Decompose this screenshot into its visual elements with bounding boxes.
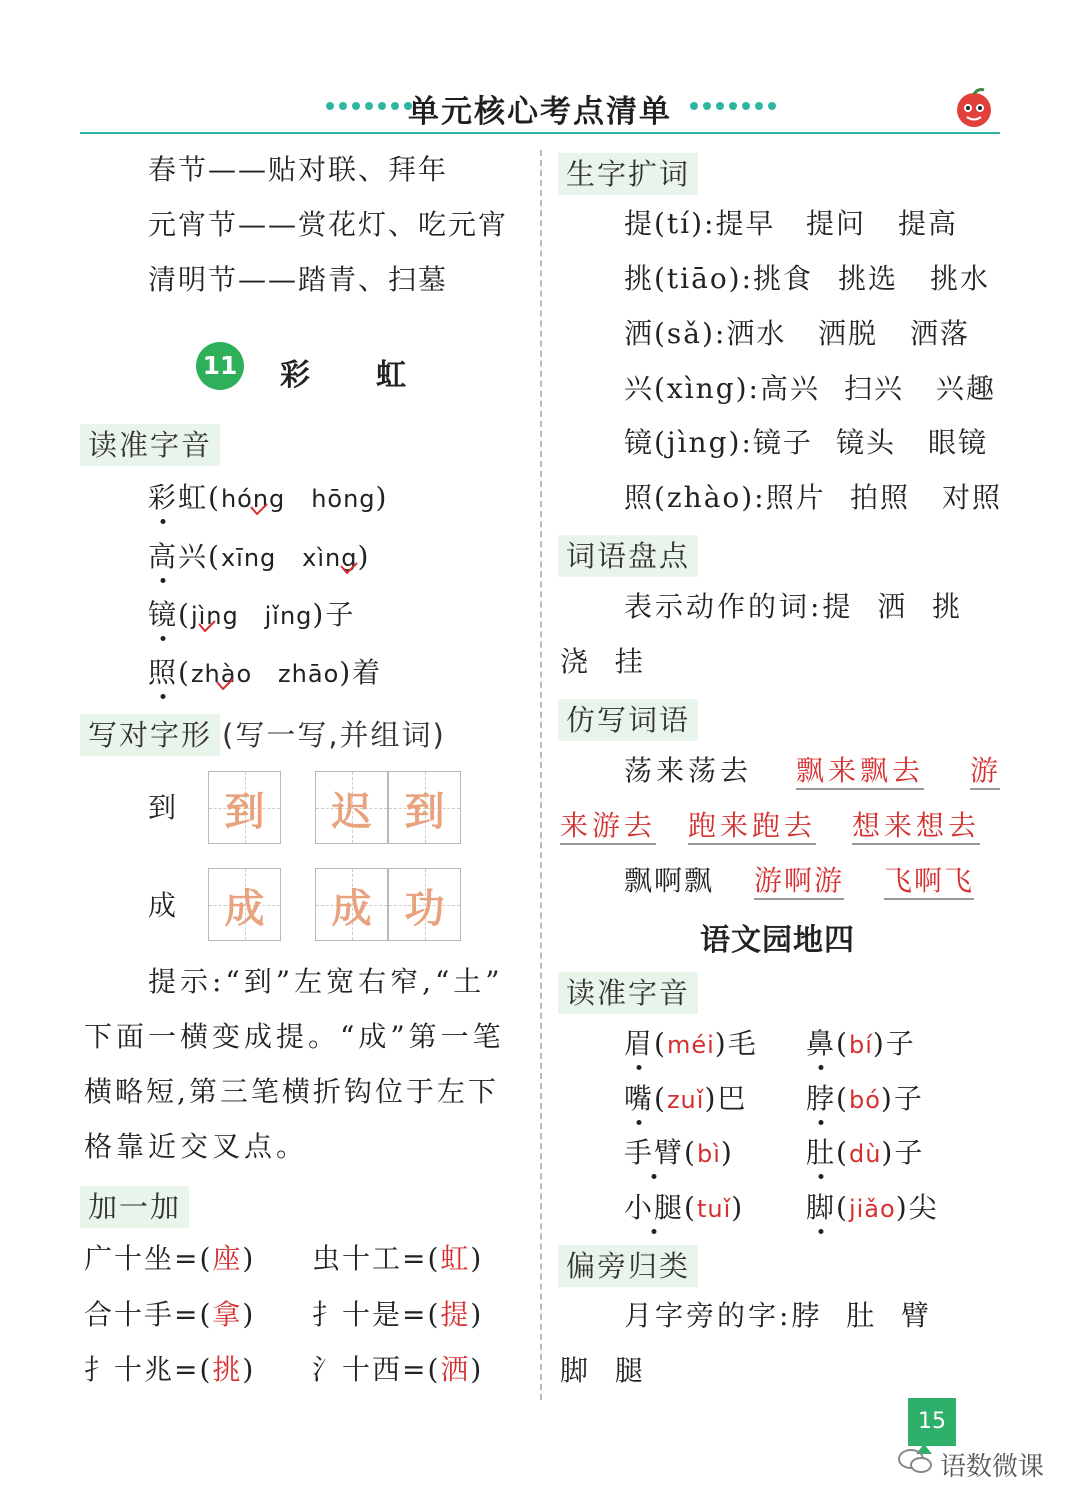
- checkmark-icon: [216, 678, 234, 690]
- expand-word: 拍照: [850, 481, 911, 514]
- section-heading-pronunciation-2: 读准字音: [558, 972, 698, 1014]
- expand-word: 提问: [806, 207, 867, 240]
- writing-grid: 成: [208, 868, 281, 941]
- imitate-answer: 跑来跑去: [688, 808, 816, 844]
- lesson-title-char: 彩: [280, 358, 310, 393]
- section-heading-add: 加一加: [80, 1186, 189, 1228]
- section-heading-radical: 偏旁归类: [558, 1245, 698, 1287]
- expand-word: 挑水: [930, 262, 991, 295]
- lesson-title-char: 虹: [376, 358, 406, 393]
- expand-word: 提高: [898, 207, 959, 240]
- pron2-item: 脚(jiǎo)尖: [806, 1191, 939, 1224]
- festival-line: 春节——贴对联、拜年: [148, 153, 449, 186]
- tip-line: 横略短,第三笔横折钩位于左下: [84, 1075, 499, 1108]
- section-heading-imitate: 仿写词语: [558, 699, 698, 741]
- column-divider: [540, 150, 542, 1400]
- imitate-answer: 飘来飘去: [796, 753, 924, 789]
- writing-grid: 到: [388, 771, 461, 844]
- words-line: 浇 挂: [560, 645, 646, 678]
- add-item: 氵十西=(洒): [312, 1353, 484, 1386]
- section-heading-words: 词语盘点: [558, 535, 698, 577]
- expand-word: 对照: [942, 481, 1003, 514]
- radical-line: 月字旁的字:脖 肚 臂: [624, 1299, 933, 1332]
- imitate2-answer: 飞啊飞: [884, 863, 974, 899]
- expand-word: 眼镜: [928, 426, 989, 459]
- expand-word: 洒脱: [818, 317, 879, 350]
- checkmark-icon: [250, 503, 268, 515]
- lesson-number-badge: 11: [196, 342, 244, 390]
- wechat-icon: [898, 1448, 932, 1474]
- expand-row: 照(zhào):照片: [624, 481, 826, 514]
- pron-row: 彩虹(hóng hōng): [148, 481, 389, 514]
- expand-word: 挑选: [838, 262, 899, 295]
- section-heading-expand: 生字扩词: [558, 153, 698, 195]
- writing-grid: 功: [388, 868, 461, 941]
- imitate2-given: 飘啊飘: [624, 864, 715, 897]
- imitate-answer: 想来想去: [852, 808, 980, 844]
- writing-grid: 成: [315, 868, 388, 941]
- add-item: 扌十是=(提): [312, 1298, 484, 1331]
- expand-row: 提(tí):提早: [624, 207, 776, 240]
- expand-word: 兴趣: [936, 372, 997, 405]
- expand-row: 镜(jìng):镜子: [624, 426, 813, 459]
- pron-row: 高兴(xīng xìng): [148, 540, 371, 573]
- add-item: 虫十工=(虹): [312, 1242, 484, 1275]
- pron2-item: 手臂(bì): [624, 1136, 734, 1169]
- expand-word: 洒落: [910, 317, 971, 350]
- pron-row: 镜(jìng jǐng)子: [148, 598, 356, 631]
- pron-row: 照(zhào zhāo)着: [148, 656, 383, 689]
- expand-row: 洒(sǎ):洒水: [624, 317, 787, 350]
- imitate-answer: 来游去: [560, 808, 656, 844]
- festival-line: 元宵节——赏花灯、吃元宵: [148, 208, 509, 241]
- add-item: 广十坐=(座): [84, 1242, 256, 1275]
- write-label: 成: [148, 889, 179, 922]
- expand-word: 镜头: [836, 426, 897, 459]
- expand-row: 兴(xìng):高兴: [624, 372, 820, 405]
- imitate-given: 荡来荡去: [624, 754, 753, 787]
- apple-mascot-icon: [952, 86, 996, 130]
- expand-word: 扫兴: [844, 372, 905, 405]
- words-line: 表示动作的词:提 洒 挑: [624, 590, 964, 623]
- tip-line: 提示:“到”左宽右窄,“土”: [148, 965, 504, 998]
- watermark-text: 语数微课: [940, 1452, 1045, 1482]
- add-item: 扌十兆=(挑): [84, 1353, 256, 1386]
- radical-line: 脚 腿: [560, 1354, 646, 1387]
- checkmark-icon: [198, 620, 216, 632]
- pron2-item: 肚(dù)子: [806, 1136, 925, 1169]
- garden-title: 语文园地四: [700, 923, 855, 958]
- page-number: 15: [908, 1398, 956, 1446]
- section-heading-note: (写一写,并组词): [222, 718, 446, 752]
- pron2-item: 鼻(bí)子: [806, 1027, 916, 1060]
- pron2-item: 小腿(tuǐ): [624, 1191, 745, 1224]
- header-rule: [80, 132, 1000, 134]
- expand-row: 挑(tiāo):挑食: [624, 262, 814, 295]
- imitate-answer: 游: [970, 753, 1000, 789]
- header-dots-right: [690, 102, 776, 114]
- writing-grid: 迟: [315, 771, 388, 844]
- festival-line: 清明节——踏青、扫墓: [148, 263, 449, 296]
- checkmark-icon: [340, 562, 358, 574]
- pron2-item: 眉(méi)毛: [624, 1027, 758, 1060]
- tip-line: 格靠近交叉点。: [84, 1130, 309, 1163]
- add-item: 合十手=(拿): [84, 1298, 256, 1331]
- write-label: 到: [148, 791, 179, 824]
- imitate2-answer: 游啊游: [754, 863, 844, 899]
- section-heading-writing: 写对字形: [80, 714, 220, 756]
- page-title: 单元核心考点清单: [408, 94, 672, 130]
- writing-grid: 到: [208, 771, 281, 844]
- pron2-item: 嘴(zuǐ)巴: [624, 1082, 748, 1115]
- section-heading-pronunciation: 读准字音: [80, 424, 220, 466]
- pron2-item: 脖(bó)子: [806, 1082, 924, 1115]
- tip-line: 下面一横变成提。“成”第一笔: [84, 1020, 505, 1053]
